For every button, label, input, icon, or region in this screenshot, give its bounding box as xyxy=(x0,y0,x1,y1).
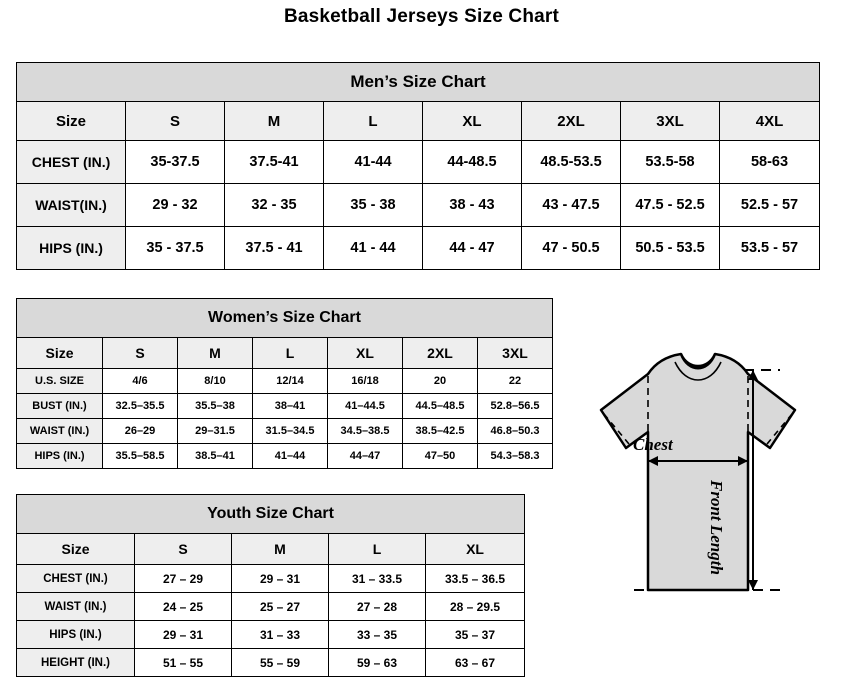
youth-caption: Youth Size Chart xyxy=(17,495,525,534)
youth-cell: 25 – 27 xyxy=(232,593,329,621)
jersey-icon xyxy=(548,340,833,670)
table-row xyxy=(17,369,553,394)
youth-header-l: L xyxy=(329,534,426,565)
youth-cell: 28 – 29.5 xyxy=(426,593,525,621)
womens-caption: Women’s Size Chart xyxy=(17,299,553,338)
mens-cell: 44-48.5 xyxy=(423,141,522,184)
table-caption-row xyxy=(17,299,553,338)
mens-header-s: S xyxy=(126,102,225,141)
table-header-row xyxy=(17,102,820,141)
womens-cell: 16/18 xyxy=(328,369,403,394)
womens-cell: 41–44.5 xyxy=(328,394,403,419)
womens-row-label: U.S. SIZE xyxy=(17,369,103,394)
womens-cell: 44–47 xyxy=(328,444,403,469)
womens-row-label: BUST (IN.) xyxy=(17,394,103,419)
womens-size-chart xyxy=(16,298,552,469)
youth-cell: 33.5 – 36.5 xyxy=(426,565,525,593)
youth-header-m: M xyxy=(232,534,329,565)
table-row xyxy=(17,184,820,227)
youth-cell: 27 – 29 xyxy=(135,565,232,593)
table-caption-row xyxy=(17,63,820,102)
womens-cell: 29–31.5 xyxy=(178,419,253,444)
table-row xyxy=(17,227,820,270)
page-title: Basketball Jerseys Size Chart xyxy=(283,6,560,27)
youth-header-s: S xyxy=(135,534,232,565)
youth-row-label: HEIGHT (IN.) xyxy=(17,649,135,677)
womens-cell: 35.5–58.5 xyxy=(103,444,178,469)
womens-cell: 38–41 xyxy=(253,394,328,419)
mens-size-chart xyxy=(16,62,819,270)
youth-cell: 55 – 59 xyxy=(232,649,329,677)
mens-cell: 53.5-58 xyxy=(621,141,720,184)
womens-header-m: M xyxy=(178,338,253,369)
womens-header-s: S xyxy=(103,338,178,369)
womens-row-label: WAIST (IN.) xyxy=(17,419,103,444)
mens-cell: 53.5 - 57 xyxy=(720,227,820,270)
youth-cell: 35 – 37 xyxy=(426,621,525,649)
mens-header-xl: XL xyxy=(423,102,522,141)
table-row xyxy=(17,565,525,593)
womens-cell: 47–50 xyxy=(403,444,478,469)
front-length-arrow-bottom xyxy=(748,580,758,590)
youth-cell: 27 – 28 xyxy=(329,593,426,621)
womens-cell: 46.8–50.3 xyxy=(478,419,553,444)
youth-cell: 59 – 63 xyxy=(329,649,426,677)
mens-cell: 50.5 - 53.5 xyxy=(621,227,720,270)
mens-row-label: CHEST (IN.) xyxy=(17,141,126,184)
youth-header-size: Size xyxy=(17,534,135,565)
womens-cell: 52.8–56.5 xyxy=(478,394,553,419)
table-row xyxy=(17,419,553,444)
mens-cell: 48.5-53.5 xyxy=(522,141,621,184)
womens-row-label: HIPS (IN.) xyxy=(17,444,103,469)
youth-cell: 33 – 35 xyxy=(329,621,426,649)
womens-header-size: Size xyxy=(17,338,103,369)
table-row xyxy=(17,141,820,184)
mens-cell: 47.5 - 52.5 xyxy=(621,184,720,227)
womens-cell: 44.5–48.5 xyxy=(403,394,478,419)
womens-cell: 8/10 xyxy=(178,369,253,394)
womens-cell: 34.5–38.5 xyxy=(328,419,403,444)
womens-cell: 31.5–34.5 xyxy=(253,419,328,444)
mens-header-size: Size xyxy=(17,102,126,141)
mens-cell: 37.5-41 xyxy=(225,141,324,184)
womens-header-3xl: 3XL xyxy=(478,338,553,369)
mens-row-label: WAIST(IN.) xyxy=(17,184,126,227)
youth-cell: 31 – 33 xyxy=(232,621,329,649)
mens-row-label: HIPS (IN.) xyxy=(17,227,126,270)
mens-cell: 41-44 xyxy=(324,141,423,184)
mens-cell: 35 - 37.5 xyxy=(126,227,225,270)
youth-size-table xyxy=(16,494,525,677)
mens-cell: 29 - 32 xyxy=(126,184,225,227)
mens-header-3xl: 3XL xyxy=(621,102,720,141)
womens-header-l: L xyxy=(253,338,328,369)
womens-cell: 12/14 xyxy=(253,369,328,394)
table-caption-row xyxy=(17,495,525,534)
youth-cell: 24 – 25 xyxy=(135,593,232,621)
mens-cell: 35-37.5 xyxy=(126,141,225,184)
mens-cell: 47 - 50.5 xyxy=(522,227,621,270)
youth-row-label: CHEST (IN.) xyxy=(17,565,135,593)
womens-cell: 26–29 xyxy=(103,419,178,444)
mens-header-2xl: 2XL xyxy=(522,102,621,141)
table-header-row xyxy=(17,534,525,565)
table-row xyxy=(17,649,525,677)
youth-row-label: WAIST (IN.) xyxy=(17,593,135,621)
youth-cell: 29 – 31 xyxy=(232,565,329,593)
womens-cell: 20 xyxy=(403,369,478,394)
womens-cell: 35.5–38 xyxy=(178,394,253,419)
table-row xyxy=(17,593,525,621)
mens-size-table xyxy=(16,62,820,270)
womens-cell: 38.5–41 xyxy=(178,444,253,469)
youth-header-xl: XL xyxy=(426,534,525,565)
table-row xyxy=(17,621,525,649)
womens-header-2xl: 2XL xyxy=(403,338,478,369)
womens-cell: 32.5–35.5 xyxy=(103,394,178,419)
youth-size-chart xyxy=(16,494,524,677)
mens-caption: Men’s Size Chart xyxy=(17,63,820,102)
table-header-row xyxy=(17,338,553,369)
mens-cell: 43 - 47.5 xyxy=(522,184,621,227)
mens-cell: 41 - 44 xyxy=(324,227,423,270)
mens-cell: 32 - 35 xyxy=(225,184,324,227)
youth-cell: 31 – 33.5 xyxy=(329,565,426,593)
womens-size-table xyxy=(16,298,553,469)
mens-header-4xl: 4XL xyxy=(720,102,820,141)
womens-header-xl: XL xyxy=(328,338,403,369)
mens-header-m: M xyxy=(225,102,324,141)
mens-cell: 35 - 38 xyxy=(324,184,423,227)
mens-cell: 44 - 47 xyxy=(423,227,522,270)
front-length-measure-label: Front Length xyxy=(707,480,726,575)
jersey-measurement-diagram xyxy=(548,340,833,670)
youth-row-label: HIPS (IN.) xyxy=(17,621,135,649)
jersey-body-shape xyxy=(601,354,795,590)
table-row xyxy=(17,444,553,469)
womens-cell: 54.3–58.3 xyxy=(478,444,553,469)
womens-cell: 4/6 xyxy=(103,369,178,394)
mens-cell: 38 - 43 xyxy=(423,184,522,227)
womens-cell: 41–44 xyxy=(253,444,328,469)
table-row xyxy=(17,394,553,419)
mens-cell: 52.5 - 57 xyxy=(720,184,820,227)
chest-measure-label: Chest xyxy=(633,435,673,454)
womens-cell: 38.5–42.5 xyxy=(403,419,478,444)
youth-cell: 29 – 31 xyxy=(135,621,232,649)
womens-cell: 22 xyxy=(478,369,553,394)
mens-header-l: L xyxy=(324,102,423,141)
mens-cell: 37.5 - 41 xyxy=(225,227,324,270)
mens-cell: 58-63 xyxy=(720,141,820,184)
youth-cell: 63 – 67 xyxy=(426,649,525,677)
youth-cell: 51 – 55 xyxy=(135,649,232,677)
